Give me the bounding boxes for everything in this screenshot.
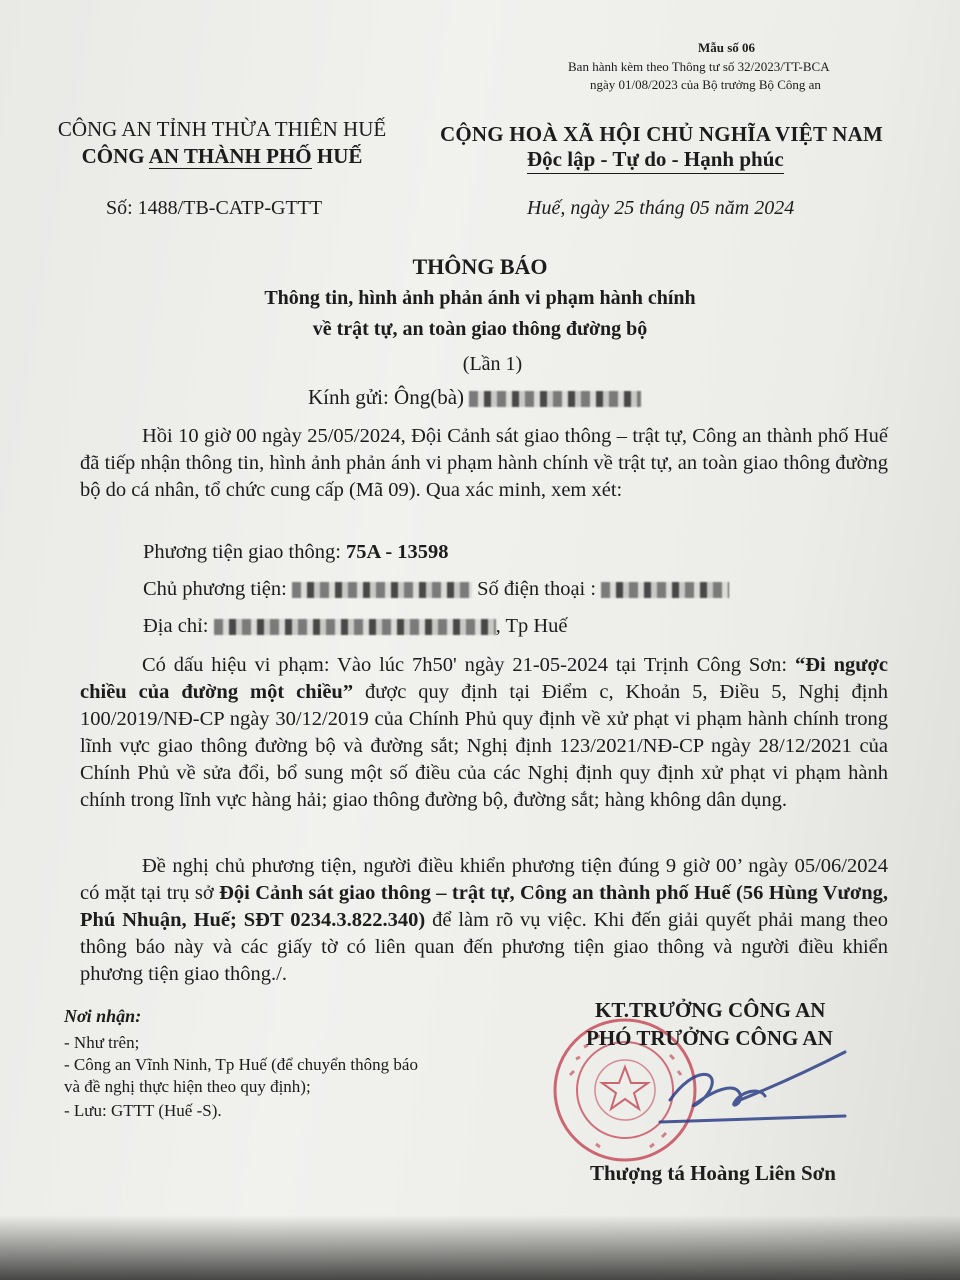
violation-paragraph xyxy=(80,652,888,814)
address-city: , Tp Huế xyxy=(495,615,568,637)
signature-position: PHÓ TRƯỞNG CÔNG AN xyxy=(586,1026,833,1050)
signature-authority: KT.TRƯỞNG CÔNG AN xyxy=(595,998,826,1022)
request-lead: Đề nghị chủ phương tiện, người điều khiển phương tiện đúng 9 giờ 00’ ngày 05/06/2024 có mặt tại trụ sở xyxy=(80,855,888,904)
address-line xyxy=(143,615,568,638)
request-rest: để làm rõ vụ việc. Khi đến giải quyết phải mang theo thông báo này và các giấy tờ có liên quan đến phương tiện giao thông và người điều khiển phương tiện giao thông./. xyxy=(80,909,888,985)
intro-text: Hồi 10 giờ 00 ngày 25/05/2024, Đội Cảnh sát giao thông – trật tự, Công an thành phố Huế đã tiếp nhận thông tin, hình ảnh phản ánh vi phạm hành chính về trật tự, an toàn giao thông đường bộ do cá nhân, tổ chức cung cấp (Mã 09). Qua xác minh, xem xét: xyxy=(80,425,888,501)
violation-lead: Có dấu hiệu vi phạm: Vào lúc 7h50' ngày 21-05-2024 tại Trịnh Công Sơn: xyxy=(142,654,795,676)
document-number: Số: 1488/TB-CATP-GTTT xyxy=(106,197,323,219)
issuing-agency-part: CÔNG xyxy=(81,144,149,168)
form-issuance-date: ngày 01/08/2023 của Bộ trưởng Bộ Công an xyxy=(590,77,821,92)
request-paragraph xyxy=(80,853,888,988)
redacted-address xyxy=(214,619,496,635)
addressee xyxy=(308,385,641,410)
request-office: Đội Cảnh sát giao thông – trật tự, Công an thành phố Huế (56 Hùng Vương, Phú Nhuận, Huế; SĐT 0234.3.822.340) xyxy=(80,882,888,931)
form-number: Mẫu số 06 xyxy=(697,40,755,55)
photo-shadow xyxy=(0,1215,960,1280)
document-title: THÔNG BÁO xyxy=(412,254,548,279)
redacted-phone xyxy=(601,582,729,598)
addressee-label: Kính gửi: Ông(bà) xyxy=(308,385,465,409)
request-text xyxy=(80,853,888,988)
document-subtitle-1: Thông tin, hình ảnh phản ánh vi phạm hành chính xyxy=(264,287,696,309)
recipient-item: - Như trên; xyxy=(64,1033,140,1052)
vehicle-label: Phương tiện giao thông: xyxy=(143,541,347,563)
place-date: Huế, ngày 25 tháng 05 năm 2024 xyxy=(527,197,795,219)
violation-name: “Đi ngược chiều của đường một chiều” xyxy=(80,654,888,703)
violation-text xyxy=(80,652,888,814)
signer-name: Thượng tá Hoàng Liên Sơn xyxy=(590,1161,836,1185)
issuing-agency-part: HUẾ xyxy=(311,144,363,168)
issuing-agency-underlined: AN THÀNH PHỐ xyxy=(148,144,312,168)
vehicle-plate: 75A - 13598 xyxy=(346,541,449,563)
redacted-owner xyxy=(292,582,472,598)
owner-line xyxy=(143,578,729,601)
intro-paragraph xyxy=(80,423,888,504)
recipients-title: Nơi nhận: xyxy=(64,1006,142,1026)
recipient-item: - Công an Vĩnh Ninh, Tp Huế (để chuyển thông báo xyxy=(64,1055,418,1074)
national-title: CỘNG HOÀ XÃ HỘI CHỦ NGHĨA VIỆT NAM xyxy=(440,122,883,146)
violation-legal-basis: được quy định tại Điểm c, Khoản 5, Điều 5, Nghị định 100/2019/NĐ-CP ngày 30/12/2019 của Chính Phủ quy định về xử phạt vi phạm hành chính trong lĩnh vực giao thông đường bộ và đường sắt; Nghị định 123/2021/NĐ-CP ngày 28/12/2021 của Chính Phủ về sửa đổi, bổ sung một số điều của các Nghị định quy định xử phạt vi phạm hành chính trong lĩnh vực hàng hải; giao thông đường bộ, đường sắt; hàng không dân dụng. xyxy=(80,681,889,811)
address-label: Địa chỉ: xyxy=(143,615,214,637)
issuing-agency xyxy=(48,144,396,169)
phone-label: Số điện thoại : xyxy=(471,578,602,600)
recipient-item: và đề nghị thực hiện theo quy định); xyxy=(64,1077,311,1096)
vehicle-line xyxy=(143,541,449,564)
national-motto: Độc lập - Tự do - Hạnh phúc xyxy=(527,147,784,174)
notice-times: (Lần 1) xyxy=(462,353,523,375)
owner-label: Chủ phương tiện: xyxy=(143,578,292,600)
redacted-name xyxy=(469,391,641,407)
recipient-item: - Lưu: GTTT (Huế -S). xyxy=(64,1101,222,1120)
parent-agency: CÔNG AN TỈNH THỪA THIÊN HUẾ xyxy=(57,117,387,141)
form-issuance-line: Ban hành kèm theo Thông tư số 32/2023/TT-BCA xyxy=(568,59,830,74)
document-subtitle-2: về trật tự, an toàn giao thông đường bộ xyxy=(312,318,648,340)
